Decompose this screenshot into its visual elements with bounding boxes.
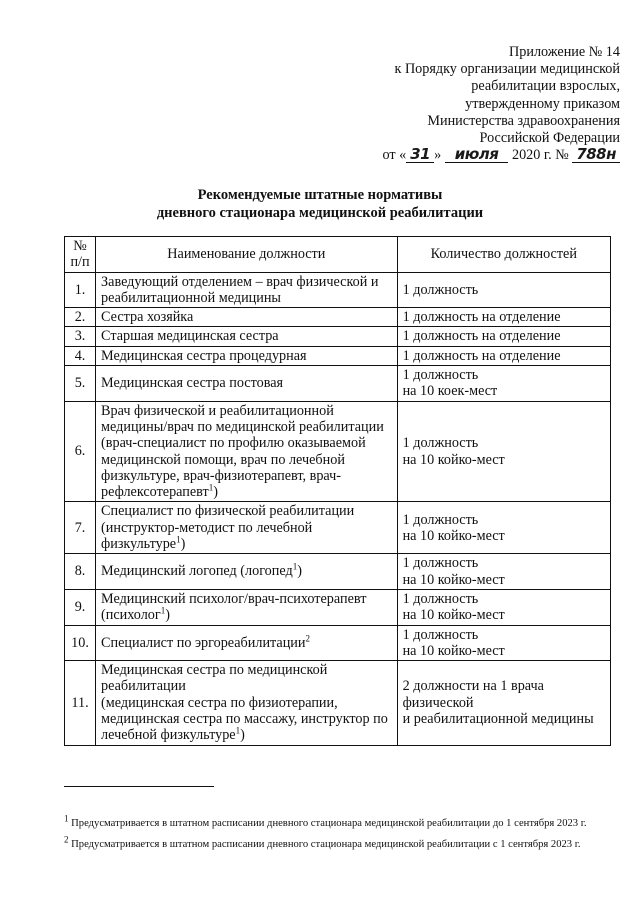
quantity-line: 1 должность [402,626,479,643]
title-line-1: Рекомендуемые штатные нормативы [197,187,443,203]
header-number-line-1: № [73,238,87,254]
row-position-name-main: Специалист по эргореабилитации [101,634,306,651]
handwritten-month: июля [445,147,509,163]
footnote-1 [64,813,601,830]
table-row [65,308,611,327]
quantity-line: на 10 койко-мест [402,642,505,659]
table-row [65,327,611,346]
row-number: 3. [65,327,96,346]
row-position-name [96,401,398,502]
header-quantity: Количество должностей [397,237,610,273]
row-position-name: Медицинская сестра постовая [96,366,398,402]
quantity-line: на 10 койко-мест [402,571,505,588]
quantity-line: 1 должность [402,435,479,452]
row-quantity [397,327,610,346]
row-position-name: Заведующий отделением – врач физической и реабилитационной медицины [96,272,398,308]
table-row [65,554,611,590]
table-row [65,401,611,502]
table-row [65,346,611,365]
row-position-name: Медицинская сестра процедурная [96,346,398,365]
quantity-line: на 10 койко-мест [402,527,505,544]
title-line-2: дневного стационара медицинской реабилитации [156,205,484,221]
row-position-name-main: Специалист по физической реабилитации (инструктор-методист по лечебной физкультуре [101,503,355,553]
date-prefix: от « [382,147,407,164]
quantity-line: 2 должности на 1 врача физической [402,678,544,711]
row-quantity [397,589,610,625]
table-row [65,502,611,554]
quantity-line: 1 должность [402,281,479,298]
quantity-line: на 10 койко-мест [402,451,505,468]
row-position-name [96,554,398,590]
row-number: 10. [65,625,96,661]
row-position-name [96,625,398,661]
row-quantity [397,272,610,308]
row-quantity [397,366,610,402]
table-row [65,661,611,745]
approval-line: утвержденному приказом [465,95,620,112]
row-position-name-main: Медицинский логопед (логопед [101,563,293,580]
approval-line: к Порядку организации медицинской [394,61,620,78]
quantity-line: 1 должность [402,511,479,528]
row-number: 7. [65,502,96,554]
quantity-line: 1 должность [402,367,479,384]
row-number: 6. [65,401,96,502]
row-position-name-main: Врач физической и реабилитационной медицины/врач по медицинской реабилитации [101,402,384,435]
date-day-close: » [434,147,442,164]
row-number: 4. [65,346,96,365]
document-title [0,186,640,222]
row-number: 9. [65,589,96,625]
row-position-name-detail: (врач-специалист по профилю оказываемой медицинской помощи, врач по лечебной физкультуре, врач-физиотерапевт, врач-рефлексотерапевт [101,435,366,501]
table-row [65,272,611,308]
staffing-table [64,236,611,746]
quantity-line: 1 должность на отделение [402,309,561,326]
row-quantity [397,625,610,661]
footnote-ref: 1 [160,605,166,616]
row-position-name [96,589,398,625]
row-position-name: Старшая медицинская сестра [96,327,398,346]
quantity-line: 1 должность [402,555,479,572]
row-position-name-end: ) [240,727,245,744]
footnotes [64,786,601,859]
handwritten-order-number: 788н [572,147,620,163]
row-number: 11. [65,661,96,745]
row-position-name [96,661,398,745]
footnote-mark: 1 [64,813,69,824]
approval-line: Приложение № 14 [509,44,620,60]
row-quantity [397,502,610,554]
row-quantity [397,401,610,502]
date-year-text: 2020 г. № [511,147,569,164]
approval-line: Министерства здравоохранения [427,112,620,129]
footnote-ref: 1 [176,534,181,545]
table-header-row [65,237,611,273]
row-position-name: Сестра хозяйка [96,308,398,327]
row-position-name-main: Медицинская сестра по медицинской реабилитации [101,662,328,695]
row-position-name-detail: (медицинская сестра по физиотерапии, медицинская сестра по массажу, инструктор по лечебной физкультуре [101,694,388,744]
quantity-line: 1 должность [402,590,479,607]
quantity-line: и реабилитационной медицины [402,711,594,728]
footnote-ref: 1 [208,482,214,493]
row-quantity [397,346,610,365]
row-position-name-end: ) [165,607,170,624]
row-number: 2. [65,308,96,327]
row-number: 1. [65,272,96,308]
row-position-name-end: ) [180,536,186,553]
handwritten-day: 31 [406,147,434,163]
quantity-line: на 10 койко-мест [402,607,505,624]
row-number: 5. [65,366,96,402]
row-position-name [96,502,398,554]
approval-line: Российской Федерации [479,130,620,147]
approval-block [300,44,620,164]
table-row [65,589,611,625]
header-position-name: Наименование должности [96,237,398,273]
row-position-name-end: ) [213,484,218,501]
footnote-ref: 2 [305,632,310,643]
quantity-line: 1 должность на отделение [402,347,561,364]
footnote-ref: 1 [292,561,298,572]
table-row [65,625,611,661]
row-quantity [397,308,610,327]
row-quantity [397,661,610,745]
footnote-mark: 2 [64,834,69,845]
footnote-text: Предусматривается в штатном расписании дневного стационара медицинской реабилитации с 1 сентября 2023 г. [68,839,581,851]
footnote-text: Предусматривается в штатном расписании дневного стационара медицинской реабилитации до 1 сентября 2023 г. [68,818,587,829]
row-number: 8. [65,554,96,590]
quantity-line: на 10 коек-мест [402,383,498,400]
header-number-line-2: п/п [70,254,90,271]
row-quantity [397,554,610,590]
footnote-divider [64,786,214,787]
row-position-name-end: ) [297,563,302,580]
row-position-name-main: Медицинский психолог/врач-психотерапевт (психолог [101,590,367,624]
approval-date-line [300,147,620,164]
footnote-ref: 1 [235,725,241,736]
approval-line: реабилитации взрослых, [471,78,620,95]
table-row [65,366,611,402]
quantity-line: 1 должность на отделение [402,328,561,345]
footnote-2 [64,834,601,851]
header-number [65,237,96,273]
